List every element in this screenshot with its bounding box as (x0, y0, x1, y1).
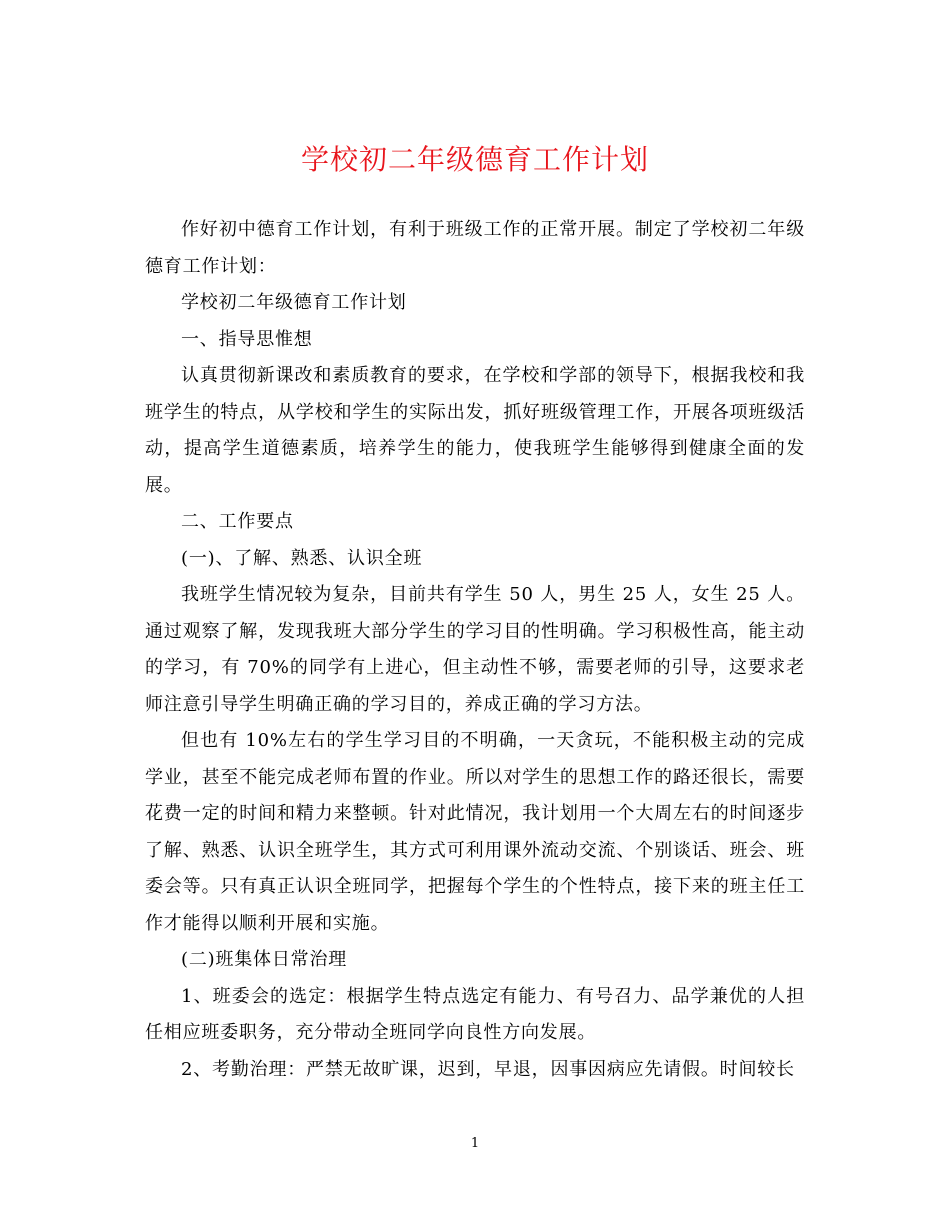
section-heading-work-points: 二、工作要点 (181, 511, 294, 532)
unmotivated-students-paragraph: 但也有 10%左右的学生学习目的不明确，一天贪玩，不能积极主动的完成学业，甚至不能完成老师布置的作业。所以对学生的思想工作的路还很长，需要花费一定的时间和精力来整顿。针对此情况，我计划用一个大周左右的时间逐步了解、熟悉、认识全班学生，其方式可利用课外流动交流、个别谈话、班会、班委会等。只有真正认识全班同学，把握每个学生的个性特点，接下来的班主任工作才能得以顺利开展和实施。 (145, 730, 805, 934)
class-situation-paragraph: 我班学生情况较为复杂，目前共有学生 50 人，男生 25 人，女生 25 人。通过观察了解，发现我班大部分学生的学习目的性明确。学习积极性高，能主动的学习，有 70%的同学有上进心，但主动性不够，需要老师的引导，这要求老师注意引导学生明确正确的学习目的，养成正确的学习方法。 (145, 584, 805, 715)
attendance-paragraph: 2、考勤治理：严禁无故旷课，迟到，早退，因事因病应先请假。时间较长 (181, 1058, 795, 1080)
page-number: 1 (470, 1136, 480, 1151)
document-title: 学校初二年级德育工作计划 (300, 143, 649, 176)
section-heading-guiding-thought: 一、指导思惟想 (181, 328, 313, 350)
subsection-heading-daily-management: (二)班集体日常治理 (181, 949, 348, 970)
guiding-thought-paragraph: 认真贯彻新课改和素质教育的要求，在学校和学部的领导下，根据我校和我班学生的特点，从学校和学生的实际出发，抓好班级管理工作，开展各项班级活动，提高学生道德素质，培养学生的能力，使我班学生能够得到健康全面的发展。 (145, 365, 805, 496)
subsection-heading-know-class: (一)、了解、熟悉、认识全班 (181, 547, 423, 569)
intro-paragraph: 作好初中德育工作计划，有利于班级工作的正常开展。制定了学校初二年级德育工作计划： (145, 219, 805, 277)
class-committee-paragraph: 1、班委会的选定：根据学生特点选定有能力、有号召力、品学兼优的人担任相应班委职务，充分带动全班同学向良性方向发展。 (145, 985, 805, 1043)
document-body (145, 212, 805, 1088)
plan-heading: 学校初二年级德育工作计划 (181, 292, 407, 313)
